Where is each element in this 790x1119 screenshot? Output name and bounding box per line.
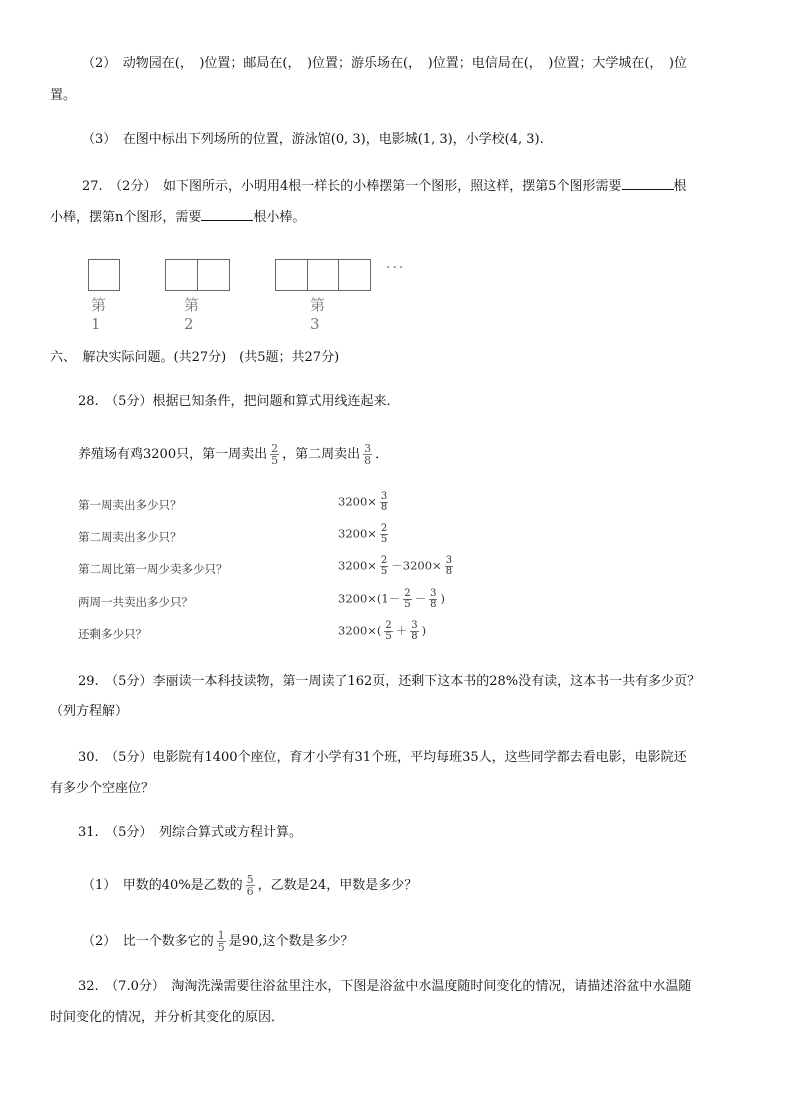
q27-fig1-square (88, 259, 120, 291)
q32-line2: 时间变化的情况，并分析其变化的原因． (50, 1010, 285, 1025)
q27-line1 (82, 176, 687, 196)
q28-question-4[interactable]: 两周一共卖出多少只？ (78, 595, 193, 609)
q27-text-b: 根 (673, 179, 687, 194)
q28-cond-text-b: ，第二周卖出 (282, 447, 361, 462)
q28-stem: 28. （5分）根据已知条件，把问题和算式用线连起来． (78, 394, 400, 409)
q28-condition (78, 441, 388, 469)
q27-fig3-label: 第3 (310, 296, 326, 333)
q31-part1: （1） 甲数的40%是乙数的 $\frac{5}{6}$ ，乙数是24，甲数是多少？ (82, 873, 418, 898)
q31-part1-fraction: $\frac{5}{6}$ (246, 873, 254, 898)
q27-line2 (50, 207, 305, 227)
q29-line1: 29. （5分）李丽读一本科技读物，第一周读了162页，还剩下这本书的28%没有读，这本书一共有多少页？ (78, 674, 701, 689)
q27-fig3-square-a (275, 259, 308, 291)
q28-question-1[interactable]: 第一周卖出多少只？ (78, 498, 182, 512)
q28-expression-1[interactable]: 3200× $\frac{3}{8}$ (338, 491, 388, 513)
q28-cond-text-c: ． (375, 447, 389, 462)
q28-expression-5[interactable]: 3200×( $\frac{2}{5}$ ＋ $\frac{3}{8}$ ) (338, 620, 427, 642)
q28-cond-text-a: 养殖场有鸡3200只，第一周卖出 (78, 447, 268, 462)
q27-fig3-square-b (307, 259, 340, 291)
section-6-heading: 六、 解决实际问题。(共27分) (共5题；共27分) (50, 350, 340, 365)
q28-expression-3[interactable]: 3200× $\frac{2}{5}$ －3200× $\frac{3}{8}$ (338, 555, 453, 577)
q32-line1: 32. （7.0分） 淘淘洗澡需要往浴盆里注水，下图是浴盆中水温度随时间变化的情况，请描述浴盆中水温随 (78, 979, 692, 994)
q27-fig1-label: 第1 (91, 296, 107, 333)
q27-text-c: 小棒，摆第n个图形，需要 (50, 210, 202, 225)
q27-blank-2[interactable] (201, 207, 253, 221)
q29-line2: （列方程解） (50, 704, 129, 719)
q31-part2: （2） 比一个数多它的 $\frac{1}{5}$ 是90,这个数是多少？ (82, 929, 354, 954)
q28-expression-2[interactable]: 3200× $\frac{2}{5}$ (338, 523, 388, 545)
q28-cond-fraction-2: $\frac{3}{8}$ (364, 442, 372, 467)
q28-question-3[interactable]: 第二周比第一周少卖多少只？ (78, 562, 228, 576)
q26-part2-line2: 置。 (50, 88, 77, 103)
q26-part3: （3） 在图中标出下列场所的位置，游泳馆(0, 3)，电影城(1, 3)，小学校(4, 3). (82, 132, 544, 147)
q27-fig2-square-b (197, 259, 230, 291)
q30-line2: 有多少个空座位？ (50, 781, 155, 796)
q27-text-a: 27. （2分） 如下图所示，小明用4根一样长的小棒摆第一个图形，照这样，摆第5个图形需要 (82, 179, 622, 194)
q27-ellipsis: ··· (386, 260, 406, 276)
q27-blank-1[interactable] (622, 176, 674, 190)
q28-cond-fraction-1: $\frac{2}{5}$ (271, 442, 279, 467)
q28-expression-4[interactable]: 3200×(1－ $\frac{2}{5}$ － $\frac{3}{8}$ ) (338, 588, 445, 610)
q30-line1: 30. （5分）电影院有1400个座位，育才小学有31个班，平均每班35人，这些同学都去看电影，电影院还 (78, 750, 687, 765)
q31-part2-fraction: $\frac{1}{5}$ (217, 929, 225, 954)
q28-question-5[interactable]: 还剩多少只？ (78, 627, 147, 641)
q27-fig2-square-a (165, 259, 198, 291)
q31-stem: 31. （5分） 列综合算式或方程计算。 (78, 825, 302, 840)
q28-question-2[interactable]: 第二周卖出多少只？ (78, 530, 182, 544)
q26-part2-line1: （2） 动物园在(， )位置；邮局在(， )位置；游乐场在(， )位置；电信局在(， )位置；大学城在(， )位 (82, 56, 687, 71)
q27-fig2-label: 第2 (184, 296, 200, 333)
q27-text-d: 根小棒。 (253, 210, 306, 225)
q27-fig3-square-c (338, 259, 371, 291)
